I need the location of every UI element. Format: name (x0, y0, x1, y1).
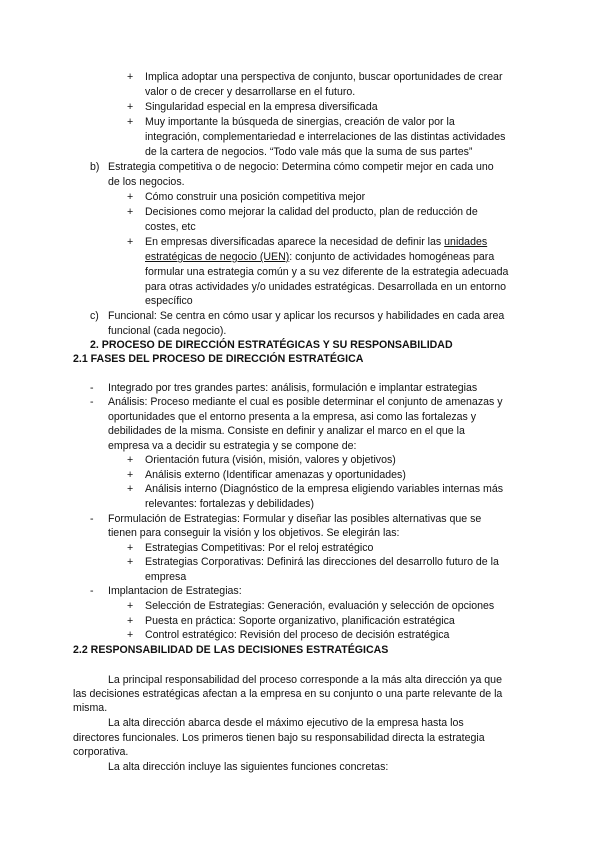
item-b-text: de los negocios. (108, 176, 185, 188)
bullet-text: costes, etc (145, 221, 196, 233)
fase-text: Integrado por tres grandes partes: análisis, formulación e implantar estrategias (108, 382, 478, 394)
item-c-text: Funcional: Se centra en cómo usar y aplicar los recursos y habilidades en cada area (108, 310, 505, 322)
list-marker-b: b) (90, 161, 100, 173)
fase-text: oportunidades que el entorno presenta a la empresa, asi como las fortalezas y (108, 411, 477, 423)
paragraph-line: La alta dirección incluye las siguientes funciones concretas: (108, 761, 389, 773)
plus-bullet-marker: + (127, 556, 134, 568)
plus-bullet-marker: + (127, 116, 134, 128)
plus-bullet-marker: + (127, 191, 134, 203)
bullet-text: Estrategias Corporativas: Definirá las direcciones del desarrollo futuro de la (145, 556, 499, 568)
fase-text: tienen para conseguir la visión y los objetivos. Se elegirán las: (108, 527, 400, 539)
bullet-text: Análisis interno (Diagnóstico de la empresa eligiendo variables internas más (145, 483, 504, 495)
fase-text: Formulación de Estrategias: Formular y diseñar las posibles alternativas que se (108, 513, 482, 525)
plus-bullet-marker: + (127, 615, 134, 627)
section-heading-2: 2. PROCESO DE DIRECCIÓN ESTRATÉGICAS Y SU RESPONSABILIDAD (90, 339, 453, 351)
fase-text: Análisis: Proceso mediante el cual es posible determinar el conjunto de amenazas y (108, 396, 503, 408)
plus-bullet-marker: + (127, 101, 134, 113)
bullet-text: integración, complementariedad e interrelaciones de las distintas actividades (145, 131, 506, 143)
bullet-text: relevantes: fortalezas y debilidades) (145, 498, 315, 510)
bullet-text: formular una estrategia común y a su vez diferente de la estrategia adecuada (145, 266, 509, 278)
plus-bullet-marker: + (127, 469, 134, 481)
section-heading-2-1: 2.1 FASES DEL PROCESO DE DIRECCIÓN ESTRATÉGICA (73, 353, 364, 365)
paragraph-line: las decisiones estratégicas afectan a la empresa en su conjunto o una parte relevante de la (73, 688, 503, 700)
dash-bullet-marker: - (90, 382, 94, 394)
bullet-text: Estrategias Competitivas: Por el reloj estratégico (145, 542, 374, 554)
dash-bullet-marker: - (90, 396, 94, 408)
uen-bullet-line (145, 235, 487, 249)
bullet-text: Muy importante la búsqueda de sinergias, creación de valor por la (145, 116, 455, 128)
bullet-text: Análisis externo (Identificar amenazas y oportunidades) (145, 469, 406, 481)
uen-bullet-line (145, 250, 494, 264)
fase-text: debilidades de la misma. Consiste en definir y analizar el marco en el que la (108, 425, 465, 437)
uen-underlined-term: unidades (444, 236, 488, 248)
fase-text: Implantacion de Estrategias: (108, 585, 242, 597)
paragraph-line: La principal responsabilidad del proceso corresponde a la más alta dirección ya que (108, 674, 502, 686)
list-marker-c: c) (90, 310, 99, 322)
paragraph-line: directores funcionales. Los primeros tienen bajo su responsabilidad directa la estrategia (73, 732, 485, 744)
fase-text: empresa va a decidir su estrategia y se compone de: (108, 440, 357, 452)
item-c-text: funcional (cada negocio). (108, 325, 227, 337)
item-b-text: Estrategia competitiva o de negocio: Determina cómo competir mejor en cada uno (108, 161, 494, 173)
bullet-text: Puesta en práctica: Soporte organizativo, planificación estratégica (145, 615, 455, 627)
bullet-text: Cómo construir una posición competitiva mejor (145, 191, 366, 203)
bullet-text: Orientación futura (visión, misión, valores y objetivos) (145, 454, 396, 466)
plus-bullet-marker: + (127, 71, 134, 83)
plus-bullet-marker: + (127, 206, 134, 218)
bullet-text: Implica adoptar una perspectiva de conjunto, buscar oportunidades de crear (145, 71, 503, 83)
bullet-text: Decisiones como mejorar la calidad del producto, plan de reducción de (145, 206, 478, 218)
paragraph-line: misma. (73, 702, 108, 714)
plus-bullet-marker: + (127, 454, 134, 466)
uen-pre-text: En empresas diversificadas aparece la necesidad de definir las (145, 236, 445, 248)
dash-bullet-marker: - (90, 513, 94, 525)
paragraph-line: corporativa. (73, 746, 129, 758)
paragraph-line: La alta dirección abarca desde el máximo ejecutivo de la empresa hasta los (108, 717, 464, 729)
bullet-text: Singularidad especial en la empresa diversificada (145, 101, 378, 113)
bullet-text: valor o de crecer y desarrollarse en el futuro. (145, 86, 356, 98)
plus-bullet-marker: + (127, 542, 134, 554)
plus-bullet-marker: + (127, 483, 134, 495)
dash-bullet-marker: - (90, 585, 94, 597)
uen-underlined-term: estratégicas de negocio (UEN) (145, 251, 290, 263)
bullet-text: específico (145, 295, 193, 307)
uen-post-text: : conjunto de actividades homogéneas para (289, 251, 495, 263)
bullet-text: empresa (145, 571, 187, 583)
bullet-text: Selección de Estrategias: Generación, evaluación y selección de opciones (145, 600, 495, 612)
bullet-text: de la cartera de negocios. “Todo vale más que la suma de sus partes” (145, 146, 473, 158)
bullet-text: Control estratégico: Revisión del proceso de decisión estratégica (145, 629, 450, 641)
plus-bullet-marker: + (127, 600, 134, 612)
plus-bullet-marker: + (127, 236, 134, 248)
bullet-text: para otras actividades y/o unidades estratégicas. Desarrollada en un entorno (145, 281, 506, 293)
section-heading-2-2: 2.2 RESPONSABILIDAD DE LAS DECISIONES ESTRATÉGICAS (73, 644, 389, 656)
plus-bullet-marker: + (127, 629, 134, 641)
